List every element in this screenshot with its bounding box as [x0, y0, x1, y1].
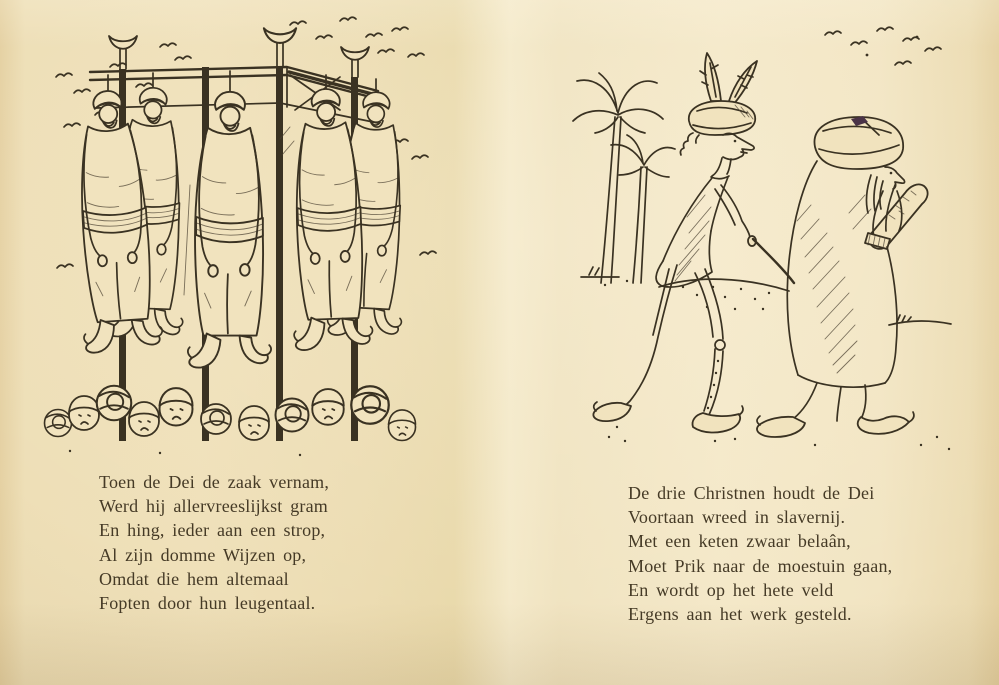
crescent-finial [341, 47, 369, 60]
verse-line: Toen de Dei de zaak vernam, [99, 472, 330, 492]
left-illustration [40, 15, 440, 460]
hanged-man [188, 92, 271, 368]
verse-line: En wordt op het hete veld [628, 579, 834, 600]
verse-line: Ergens aan het werk gesteld. [628, 604, 852, 625]
crescent-finial [109, 36, 137, 49]
birds-flock-right [825, 27, 941, 65]
crescent-finial [264, 28, 296, 43]
guard-figure [757, 116, 928, 437]
verse-line: En hing, ieder aan een strop, [99, 520, 326, 541]
left-verse [99, 470, 329, 615]
verse-line: Met een keten zwaar belaân, [628, 531, 851, 552]
right-verse [628, 481, 892, 626]
verse-line: De drie Christnen houdt de Dei [628, 483, 875, 503]
verse-line: Fopten door hun leugentaal. [99, 593, 316, 614]
verse-line: Omdat die hem altemaal [99, 568, 289, 589]
verse-line: Al zijn domme Wijzen op, [99, 544, 307, 565]
prisoner-figure [593, 53, 757, 433]
verse-line: Voortaan wreed in slavernij. [628, 507, 846, 528]
verse-line: Moet Prik naar de moestuin gaan, [628, 555, 893, 576]
right-illustration [565, 25, 970, 455]
verse-line: Werd hij allervreeslijkst gram [99, 496, 328, 517]
palm-trees [573, 73, 675, 286]
hanged-men [67, 86, 413, 367]
crowd-of-heads [45, 386, 416, 456]
